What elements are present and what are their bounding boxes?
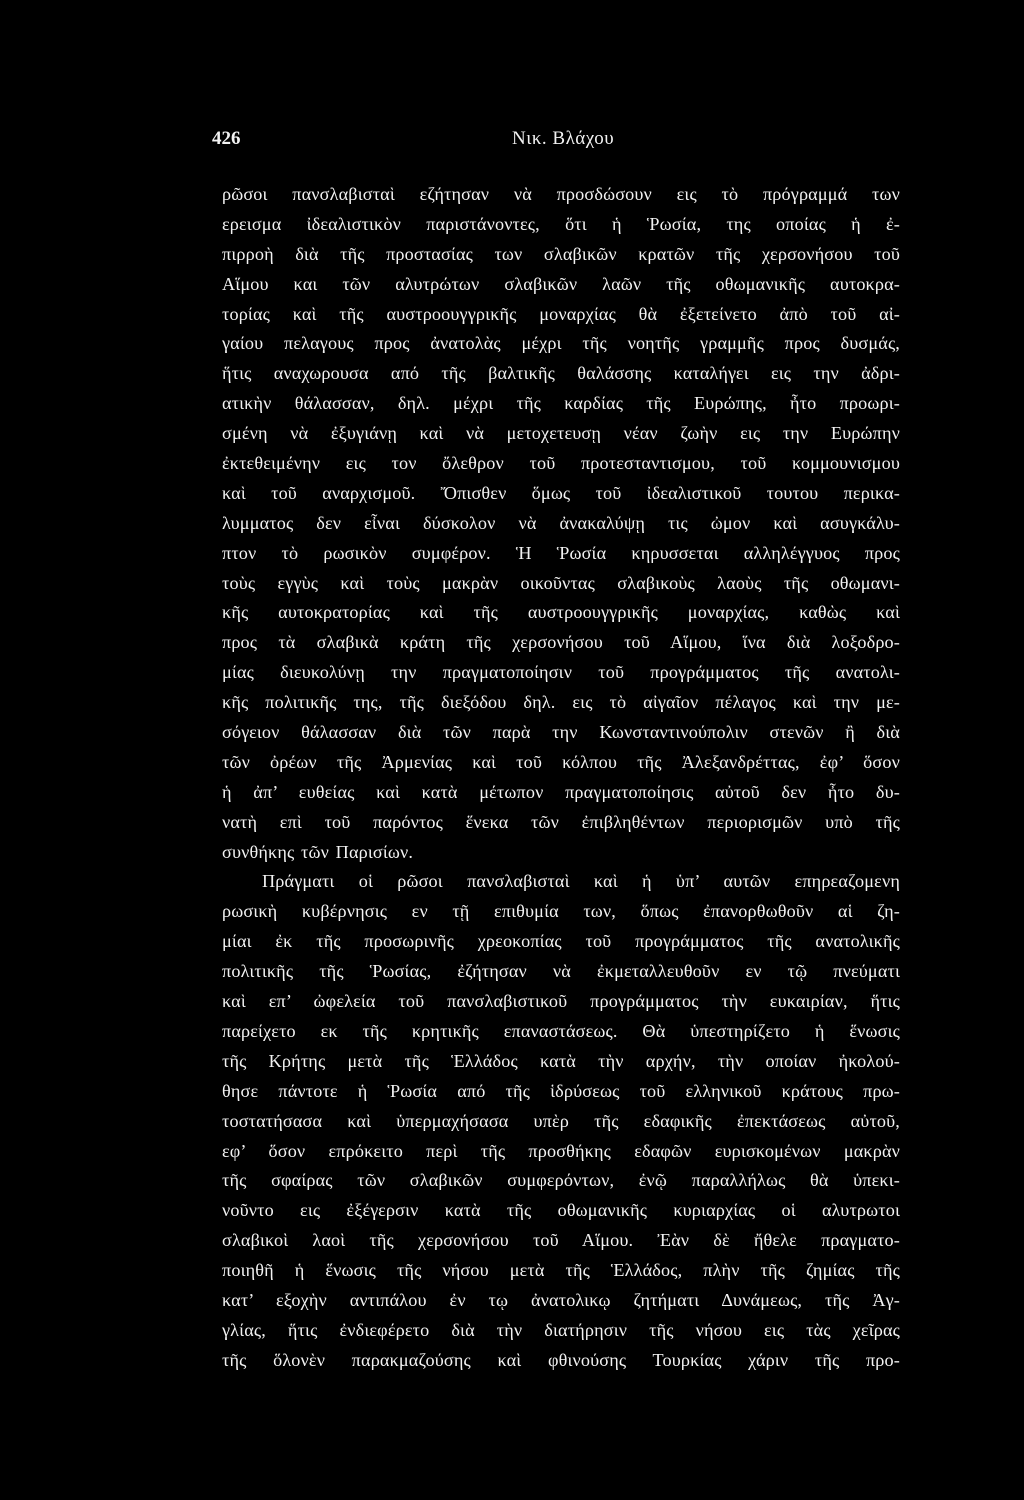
- page-header: [212, 128, 812, 158]
- text-line: ἐκτεθειμένην εις τον ὄλεθρον τοῦ προτεσταντισμου, τοῦ κομμουνισμου: [222, 453, 900, 474]
- paragraph-start-line: Πράγματι οἱ ρῶσοι πανσλαβισταὶ καὶ ἡ ὑπ’ αυτῶν επηρεαζομενη: [262, 871, 900, 892]
- text-line: εφ’ ὅσον επρόκειτο περὶ τῆς προσθήκης εδαφῶν ευρισκομένων μακρὰν: [222, 1140, 900, 1161]
- text-line: κατ’ εξοχὴν αντιπάλου ἐν τῳ ἀνατολικῳ ζητήματι Δυνάμεως, τῆς Ἀγ-: [222, 1289, 900, 1310]
- text-line: νατὴ επὶ τοῦ παρόντος ἕνεκα τῶν ἐπιβληθέντων περιορισμῶν υπὸ τῆς: [222, 811, 900, 832]
- text-line: γλίας, ἥτις ἐνδιεφέρετο διὰ τὴν διατήρησιν τῆς νήσου εις τὰς χεῖρας: [222, 1319, 900, 1340]
- text-line: τῆς σφαίρας τῶν σλαβικῶν συμφερόντων, ἐνῷ παραλλήλως θὰ ὑπεκι-: [222, 1170, 900, 1191]
- text-line: παρείχετο εκ τῆς κρητικῆς επαναστάσεως. Θὰ ὑπεστηρίζετο ἡ ἕνωσις: [222, 1020, 900, 1041]
- text-line: κῆς αυτοκρατορίας καὶ τῆς αυστροουγγρικῆς μοναρχίας, καθὼς καὶ: [222, 602, 900, 623]
- text-line: λυμματος δεν εἶναι δύσκολον νὰ ἀνακαλύψῃ τις ὠμον καὶ ασυγκάλυ-: [222, 512, 900, 533]
- text-line: σμένη νὰ ἐξυγιάνῃ καὶ νὰ μετοχετευσῃ νέαν ζωὴν εις την Ευρώπην: [222, 423, 900, 444]
- text-line: τοὺς εγγὺς καὶ τοὺς μακρὰν οικοῦντας σλαβικοὺς λαοὺς τῆς οθωμανι-: [222, 572, 900, 593]
- text-line: γαίου πελαγους προς ἀνατολὰς μέχρι τῆς νοητῆς γραμμῆς προς δυσμάς,: [222, 333, 900, 354]
- text-line: ρωσικὴ κυβέρνησις εν τῇ επιθυμία των, ὅπως ἐπανορθωθοῦν αἱ ζη-: [222, 901, 900, 922]
- text-line: τῶν ὀρέων τῆς Ἀρμενίας καὶ τοῦ κόλπου τῆς Ἀλεξανδρέττας, ἐφ’ ὅσον: [222, 751, 900, 772]
- text-line: προς τὰ σλαβικὰ κράτη τῆς χερσονήσου τοῦ Αἵμου, ἵνα διὰ λοξοδρο-: [222, 632, 900, 653]
- text-line: ποιηθῆ ἡ ἕνωσις τῆς νήσου μετὰ τῆς Ἑλλάδος, πλὴν τῆς ζημίας τῆς: [222, 1260, 900, 1281]
- text-line: θησε πάντοτε ἡ Ῥωσία από τῆς ἱδρύσεως τοῦ ελληνικοῦ κράτους πρω-: [222, 1080, 900, 1101]
- text-line: τῆς ὅλονὲν παρακμαζούσης καὶ φθινούσης Τουρκίας χάριν τῆς προ-: [222, 1349, 900, 1370]
- text-line: σλαβικοὶ λαοὶ τῆς χερσονήσου τοῦ Αἵμου. Ἐὰν δὲ ἤθελε πραγματο-: [222, 1230, 900, 1251]
- text-line: πολιτικῆς τῆς Ῥωσίας, ἐζήτησαν νὰ ἐκμεταλλευθοῦν εν τῷ πνεύματι: [222, 961, 900, 982]
- page-number: 426: [212, 128, 241, 149]
- text-line: νοῦντο εις ἐξέγερσιν κατὰ τῆς οθωμανικῆς κυριαρχίας οἱ αλυτρωτοι: [222, 1200, 900, 1221]
- text-line: μίας διευκολύνῃ την πραγματοποίησιν τοῦ προγράμματος τῆς ανατολι-: [222, 662, 900, 683]
- text-line: ρῶσοι πανσλαβισταὶ εζήτησαν νὰ προσδώσουν εις τὸ πρόγραμμά των: [222, 184, 900, 204]
- text-line: καὶ τοῦ αναρχισμοῦ. Ὄπισθεν ὅμως τοῦ ἰδεαλιστικοῦ τουτου περικα-: [222, 482, 900, 503]
- text-line: τοστατήσασα καὶ ὑπερμαχήσασα υπὲρ τῆς εδαφικῆς ἐπεκτάσεως αὐτοῦ,: [222, 1110, 900, 1131]
- text-line: Αἵμου και τῶν αλυτρώτων σλαβικῶν λαῶν τῆς οθωμανικῆς αυτοκρα-: [222, 273, 900, 294]
- text-line: ατικὴν θάλασσαν, δηλ. μέχρι τῆς καρδίας τῆς Ευρώπης, ἦτο προωρι-: [222, 393, 900, 414]
- text-line: σόγειον θάλασσαν διὰ τῶν παρὰ την Κωνσταντινούπολιν στενῶν ἢ διὰ: [222, 722, 900, 743]
- paragraph-end-line: συνθήκης τῶν Παρισίων.: [222, 841, 414, 862]
- body-text: [222, 180, 900, 1376]
- text-line: πιρροὴ διὰ τῆς προστασίας των σλαβικῶν κρατῶν τῆς χερσονήσου τοῦ: [222, 243, 900, 264]
- text-line: τορίας καὶ τῆς αυστροουγγρικῆς μοναρχίας θὰ ἐξετείνετο ἀπὸ τοῦ αἰ-: [222, 303, 900, 324]
- text-line: ερεισμα ἰδεαλιστικὸν παριστάνοντες, ὅτι ἡ Ῥωσία, της οποίας ἡ ἐ-: [222, 213, 900, 234]
- text-line: τῆς Κρήτης μετὰ τῆς Ἑλλάδος κατὰ τὴν αρχήν, τὴν οποίαν ἠκολού-: [222, 1050, 900, 1071]
- text-line: κῆς πολιτικῆς της, τῆς διεξόδου δηλ. εις τὸ αἰγαῖον πέλαγος καὶ την με-: [222, 692, 900, 713]
- running-head: Νικ. Βλάχου: [512, 128, 615, 149]
- text-line: καὶ επ’ ὠφελεία τοῦ πανσλαβιστικοῦ προγράμματος τὴν ευκαιρίαν, ἥτις: [222, 991, 900, 1012]
- text-line: ἥτις αναχωρουσα από τῆς βαλτικῆς θαλάσσης καταλήγει εις την ἀδρι-: [222, 363, 900, 384]
- text-line: πτον τὸ ρωσικὸν συμφέρον. Ἡ Ῥωσία κηρυσσεται αλληλέγγυος προς: [222, 542, 900, 563]
- text-line: μίαι ἐκ τῆς προσωρινῆς χρεοκοπίας τοῦ προγράμματος τῆς ανατολικῆς: [222, 931, 900, 952]
- text-line: ἡ ἀπ’ ευθείας καὶ κατὰ μέτωπον πραγματοποίησις αὐτοῦ δεν ἦτο δυ-: [222, 781, 900, 802]
